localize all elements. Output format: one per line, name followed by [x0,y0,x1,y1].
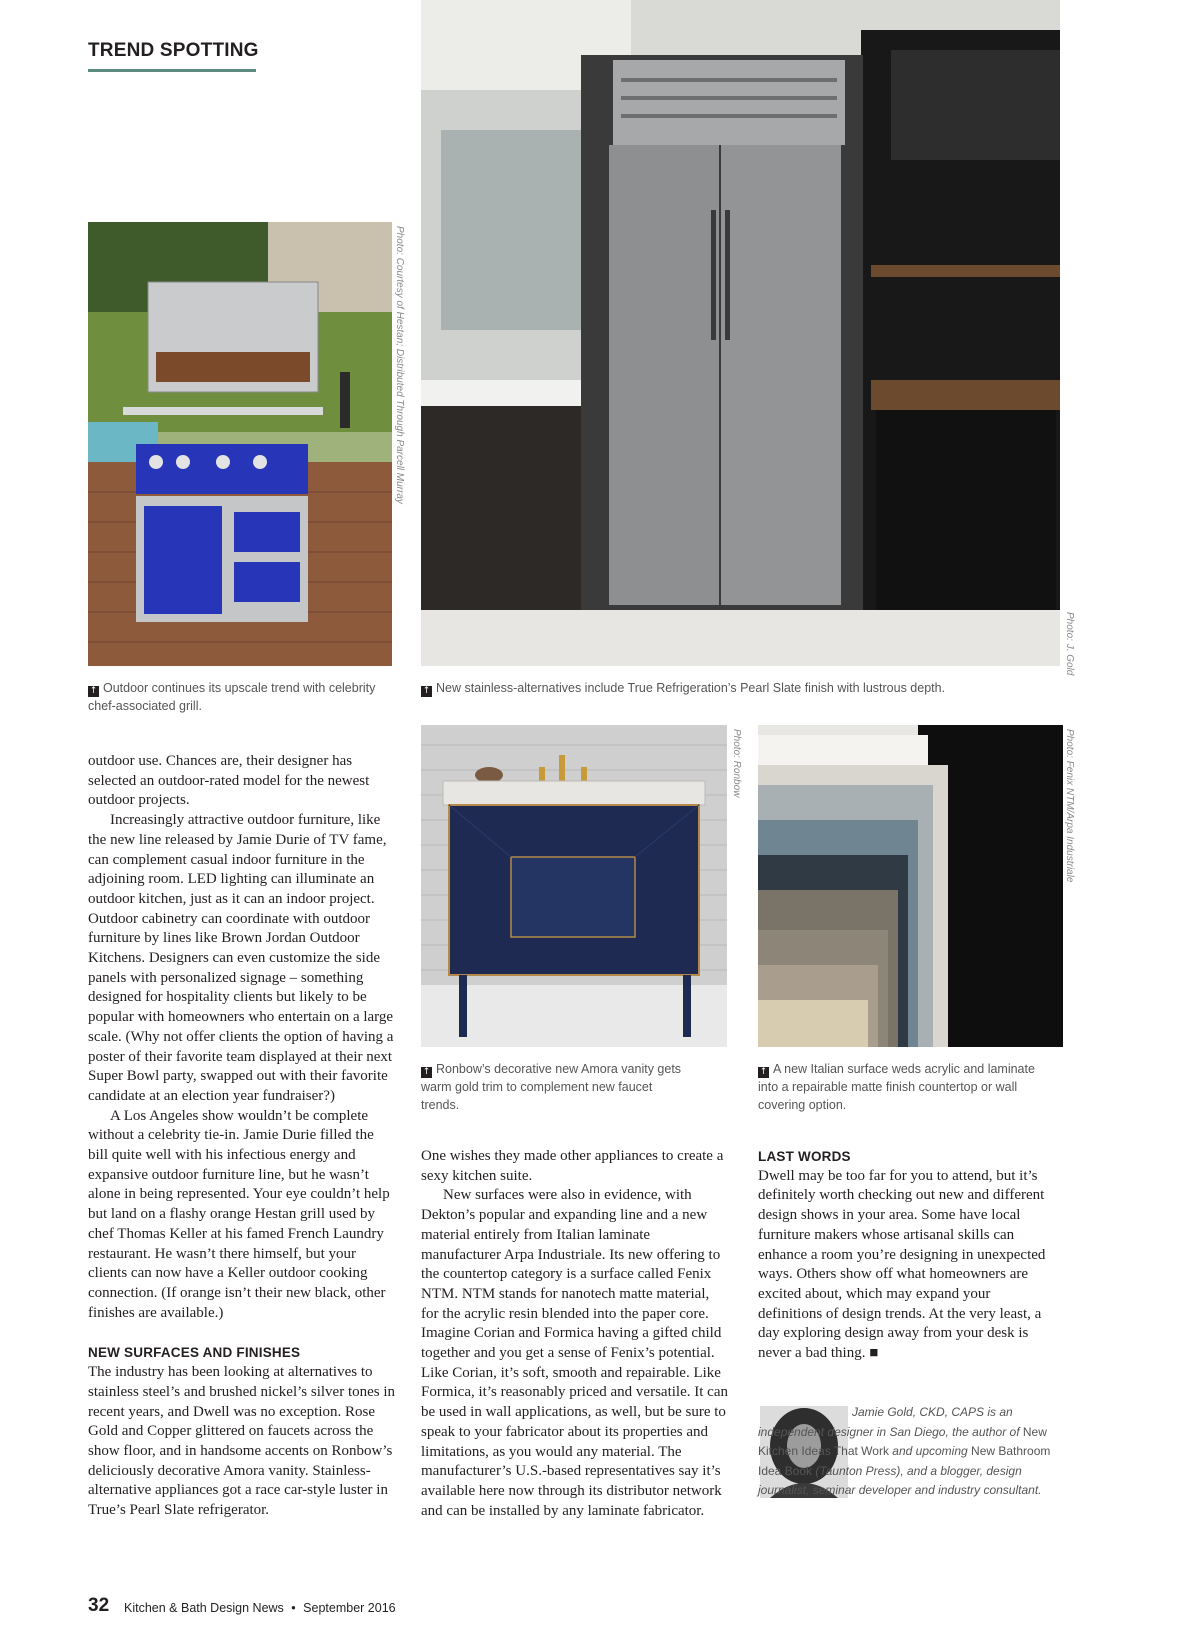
caption-vanity [421,1060,686,1114]
caption-grill [88,679,388,715]
caption-fridge [421,679,1061,697]
article-column-1 [88,752,396,1521]
paragraph: A Los Angeles show wouldn’t be complete without a celebrity tie-in. Jamie Durie filled the bill quite well with his infectious energy and expansive outdoor furniture line, but he wasn’t alone in being represented. Your eye couldn’t help but land on a flashy orange Hestan grill used by chef Thomas Keller at his famed French Laundry restaurant. He wasn’t there himself, but your clients can now have a Keller outdoor cooking connection. (If orange isn’t their new black, other finishes are available.) [88,1107,390,1321]
caption-surface-text: A new Italian surface weds acrylic and laminate into a repairable matte finish countertop or wall covering option. [758,1062,1035,1112]
section-rule [88,69,256,72]
last-words-text: Dwell may be too far for you to attend, but it’s definitely worth checking out new and different design shows in your area. Some have local furniture makers whose artisanal skills can enhance a room you’re designing in unexpected ways. Others show off what homeowners are excited about, which may expand your definitions of design trends. At the very least, a day exploring design away from your desk is never a bad thing. [758,1167,1046,1362]
photo-arrow-icon: ↑ [89,686,98,696]
caption-vanity-text: Ronbow’s decorative new Amora vanity gets warm gold trim to complement new faucet trends. [421,1062,682,1112]
photo-arrow-icon: ↑ [422,686,431,696]
photo-credit-vanity: Photo: Ronbow [731,729,742,798]
paragraph [758,1167,1058,1364]
subheading: NEW SURFACES AND FINISHES [88,1345,301,1361]
page-number: 32 [88,1595,110,1616]
vanity-photo [421,725,727,1047]
grill-photo [88,222,392,666]
footer-line [124,1601,396,1615]
caption-grill-text: Outdoor continues its upscale trend with celebrity chef-associated grill. [88,681,376,713]
end-mark: ■ [869,1345,879,1362]
paragraph: The industry has been looking at alternatives to stainless steel’s and brushed nickel’s silver tones in recent years, and Dwell was no exception. Rose Gold and Copper glittered on faucets across the show floor, and in handsome accents on Ronbow’s deliciously decorative Amora vanity. Stainless-alternative appliances got a race car-style luster in True’s Pearl Slate refrigerator. [88,1364,396,1519]
bio-book-title: New Bathroom Idea Book [758,1444,1051,1478]
publication-name: Kitchen & Bath Design News [124,1601,284,1615]
author-bio [758,1403,1058,1501]
photo-credit-fridge: Photo: J. Gold [1064,612,1075,676]
caption-surface [758,1060,1058,1114]
photo-arrow-icon: ↑ [422,1067,431,1077]
bio-text: Jamie Gold, CKD, CAPS is an independent designer in San Diego, the author of [758,1405,1023,1439]
article-column-3 [758,1147,1058,1364]
caption-fridge-text: New stainless-alternatives include True Refrigeration’s Pearl Slate finish with lustrous depth. [436,681,946,695]
section-title: TREND SPOTTING [88,40,259,61]
photo-credit-grill: Photo: Courtesy of Hestan; Distributed Through Parcell Murray [394,226,405,504]
paragraph: outdoor use. Chances are, their designer has selected an outdoor-rated model for the newest outdoor projects. [88,753,370,809]
paragraph: New surfaces were also in evidence, with Dekton’s popular and expanding line and a new material entirely from Italian laminate manufacturer Arpa Industriale. Its new offering to the countertop category is a surface called Fenix NTM. NTM stands for nanotech matte material, for the acrylic resin blended into the paper core. Imagine Corian and Formica having a gifted child together and you get a sense of Fenix’s potential. Like Corian, it’s soft, smooth and repairable. Like Formica, it’s reasonably priced and versatile. It can be used in wall applications, as well, but be sure to speak to your fabricator about its properties and limitations, as you would any material. The manufacturer’s U.S.-based representatives say it’s available here now through its distributor network and can be installed by any laminate fabricator. [421,1187,728,1519]
bio-text: and upcoming [888,1444,972,1458]
surface-photo [758,725,1063,1047]
bio-book-title: New Kitchen Ideas That Work [758,1424,1047,1458]
photo-arrow-icon: ↑ [759,1067,768,1077]
footer-separator: • [291,1601,296,1615]
issue-date: September 2016 [303,1601,396,1615]
fridge-photo [421,0,1060,666]
subheading: LAST WORDS [758,1149,851,1164]
photo-credit-surface: Photo: Fenix NTM/Arpa Industriale [1064,729,1075,883]
paragraph: One wishes they made other appliances to create a sexy kitchen suite. [421,1148,724,1184]
paragraph: Increasingly attractive outdoor furniture, like the new line released by Jamie Durie of TV fame, can complement casual indoor furniture in the adjoining room. LED lighting can illuminate an outdoor kitchen, just as it can an indoor project. Outdoor cabinetry can coordinate with outdoor furniture by lines like Brown Jordan Outdoor Kitchens. Designers can even customize the side panels with personalized signage – something designed for hospitality clients but likely to be popular with homeowners who entertain on a large scale. (Why not offer clients the option of having a poster of their favorite team displayed at their next Super Bowl party, swapped out with their favorite candidate at an election year fundraiser?) [88,812,394,1104]
article-column-2 [421,1147,729,1521]
bio-text: (Taunton Press), and a blogger, design journalist, seminar developer and industry consultant. [758,1463,1042,1497]
